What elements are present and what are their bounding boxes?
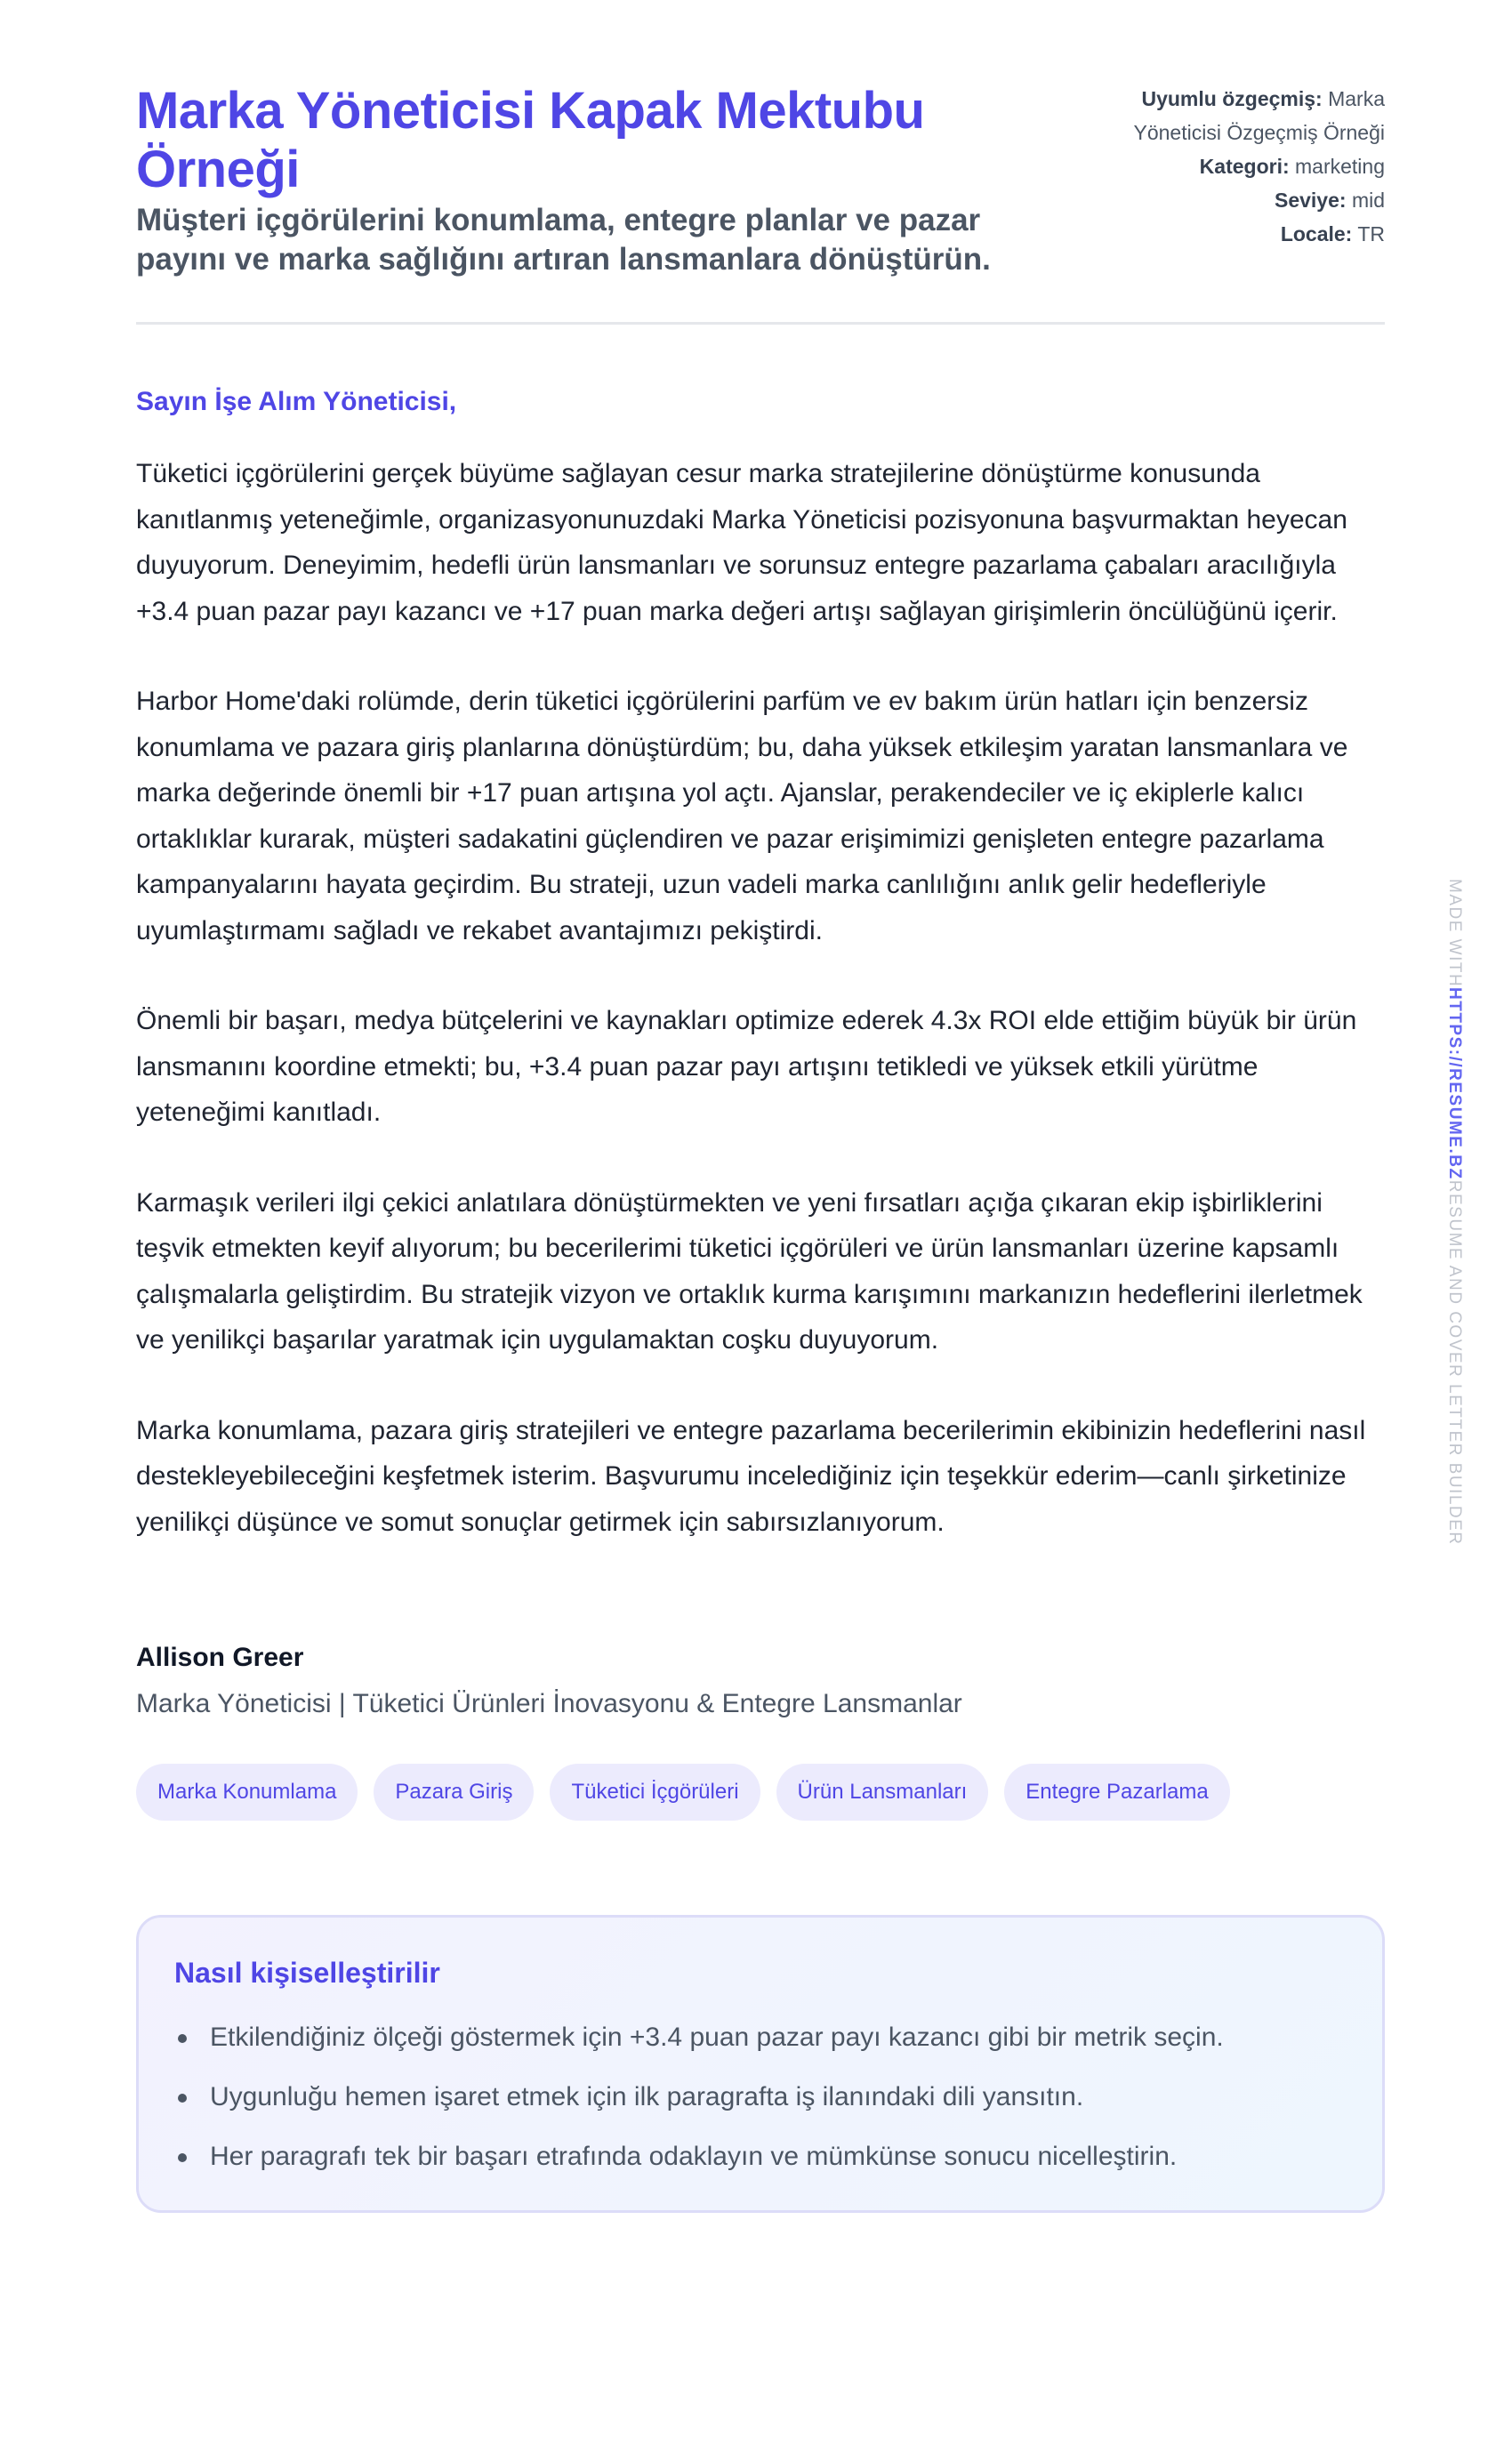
tag: Pazara Giriş: [374, 1764, 534, 1821]
tips-list: [174, 2020, 1347, 2175]
paragraph: Marka konumlama, pazara giriş stratejileri ve entegre pazarlama becerilerimin ekibinizin hedeflerini nasıl destekleyebileceğini keşfetmek isterim. Başvurumu incelediğiniz için teşekkür ederim—canlı şirketinize yenilikçi düşünce ve somut sonuçlar getirmek için sabırsızlanıyorum.: [136, 1415, 1366, 1537]
made-with-banner: MADE WITHHTTPS://RESUME.BZRESUME AND COVER LETTER BUILDER: [1445, 879, 1464, 1546]
tip-item: Etkilendiğiniz ölçeği göstermek için +3.4 puan pazar payı kazancı gibi bir metrik seçin.: [174, 2020, 1347, 2055]
tag: Ürün Lansmanları: [776, 1764, 989, 1821]
tag: Tüketici İçgörüleri: [550, 1764, 760, 1821]
meta-locale: Locale: TR: [1280, 222, 1385, 245]
meta-info: [1079, 82, 1385, 251]
meta-resume: Uyumlu özgeçmiş: Marka Yöneticisi Özgeçmiş Örneği: [1133, 87, 1385, 144]
tag: Marka Konumlama: [136, 1764, 358, 1821]
title-block: [136, 82, 1079, 279]
cover-letter-page: [136, 82, 1385, 2213]
greeting: Sayın İşe Alım Yöneticisi,: [136, 387, 457, 416]
paragraph: Harbor Home'daki rolümde, derin tüketici içgörülerini parfüm ve ev bakım ürün hatları için benzersiz konumlama ve pazara giriş planlarına dönüştürdüm; bu, daha yüksek etkileşim yaratan lansmanlara ve marka değerinde önemli bir +17 puan artışına yol açtı. Ajanslar, perakendeciler ve iç ekiplerle kalıcı ortaklıklar kurarak, müşteri sadakatini güçlendiren ve pazar erişimimizi genişleten entegre pazarlama kampanyalarını hayata geçirdim. Bu strateji, uzun vadeli marka canlılığını anlık gelir hedefleriyle uyumlaştırmamı sağladı ve rekabet avantajımızı pekiştirdi.: [136, 687, 1348, 945]
skill-tags: [136, 1764, 1385, 1821]
paragraph: Önemli bir başarı, medya bütçelerini ve kaynakları optimize ederek 4.3x ROI elde ettiğim büyük bir ürün lansmanını koordine etmekti; bu, +3.4 puan pazar payı artışını tetikledi ve yüksek etkili yürütme yeteneğimi kanıtladı.: [136, 1006, 1357, 1127]
signature-name: Allison Greer: [136, 1643, 304, 1672]
paragraph: Tüketici içgörülerini gerçek büyüme sağlayan cesur marka stratejilerine dönüştürme konusunda kanıtlanmış yeteneğimle, organizasyonunuzdaki Marka Yöneticisi pozisyonuna başvurmaktan heyecan duyuyorum. Deneyimim, hedefli ürün lansmanları ve sorunsuz entegre pazarlama çabaları aracılığıyla +3.4 puan pazar payı kazancı ve +17 puan marka değeri artışı sağlayan girişimlerin öncülüğünü içerir.: [136, 459, 1347, 626]
page-title: Marka Yöneticisi Kapak Mektubu Örneği: [136, 82, 925, 198]
resume-bz-link[interactable]: HTTPS://RESUME.BZ: [1445, 987, 1464, 1180]
paragraph: Karmaşık verileri ilgi çekici anlatılara dönüştürmekten ve yeni fırsatları açığa çıkaran ekip işbirliklerini teşvik etmekten keyif alıyorum; bu becerilerimi tüketici içgörüleri ve ürün lansmanları üzerine kapsamlı çalışmalarla geliştirdim. Bu stratejik vizyon ve ortaklık kurma karışımını markanızın hedeflerini ilerletmek ve yenilikçi başarılar yaratmak için uygulamaktan coşku duyuyorum.: [136, 1187, 1363, 1355]
meta-category: Kategori: marketing: [1199, 155, 1385, 178]
letter-body: [136, 451, 1385, 1545]
tag: Entegre Pazarlama: [1004, 1764, 1229, 1821]
tip-item: Uygunluğu hemen işaret etmek için ilk paragrafta iş ilanındaki dili yansıtın.: [174, 2079, 1347, 2115]
tip-item: Her paragrafı tek bir başarı etrafında odaklayın ve mümkünse sonucu nicelleştirin.: [174, 2139, 1347, 2175]
meta-level: Seviye: mid: [1274, 189, 1385, 212]
header: [136, 82, 1385, 325]
tips-box: [136, 1915, 1385, 2213]
tips-title: Nasıl kişiselleştirilir: [174, 1957, 440, 1989]
page-subtitle: Müşteri içgörülerini konumlama, entegre planlar ve pazar payını ve marka sağlığını artıran lansmanlara dönüştürün.: [136, 203, 991, 277]
signature-role: Marka Yöneticisi | Tüketici Ürünleri İnovasyonu & Entegre Lansmanlar: [136, 1689, 962, 1718]
